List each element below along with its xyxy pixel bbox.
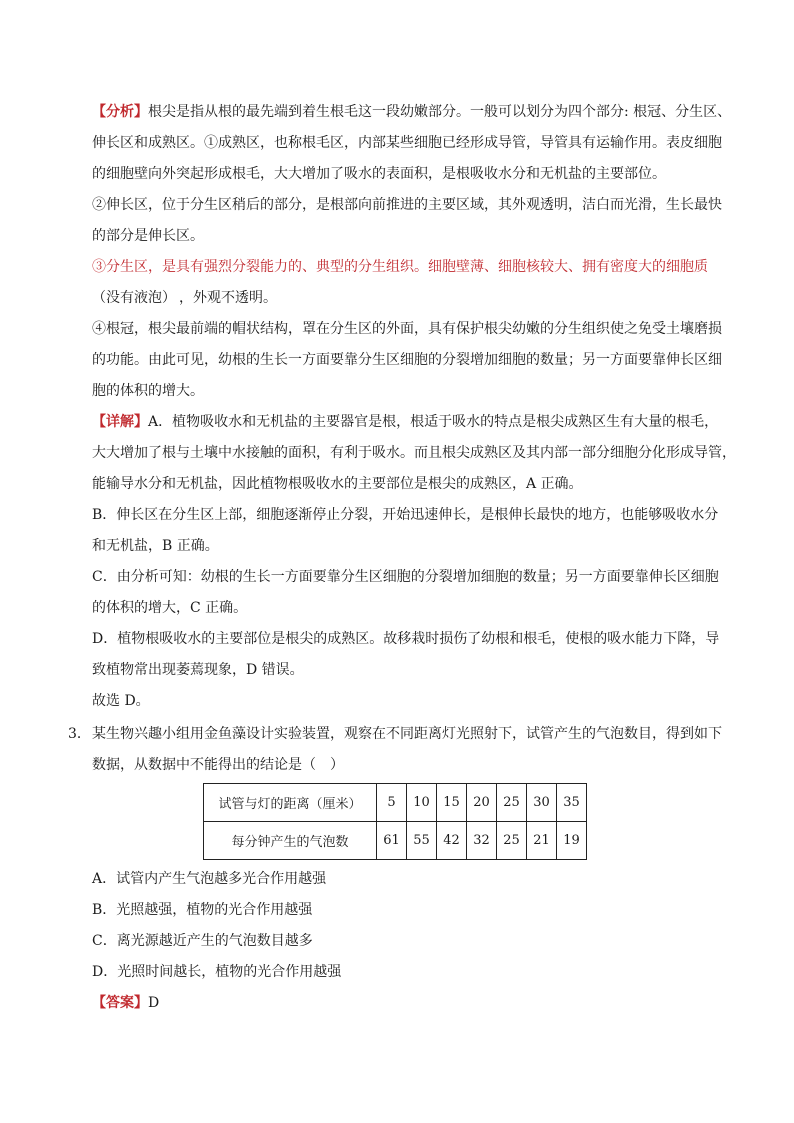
analysis-line-2: 伸长区和成熟区。①成熟区，也称根毛区，内部某些细胞已经形成导管，导管具有运输作用。表皮细胞 bbox=[92, 135, 722, 151]
detail-line-d2: 致植物常出现萎蔫现象，D 错误。 bbox=[92, 662, 304, 678]
analysis-line-5: 的部分是伸长区。 bbox=[92, 228, 204, 244]
answer-value: D bbox=[148, 995, 160, 1011]
detail-line-d1: D．植物根吸收水的主要部位是根尖的成熟区。故移栽时损伤了幼根和根毛，使根的吸水能力下降，导 bbox=[92, 631, 720, 647]
bubble-cell: 32 bbox=[467, 822, 497, 860]
detail-line-c1: C．由分析可知：幼根的生长一方面要靠分生区细胞的分裂增加细胞的数量；另一方面要靠伸长区细胞 bbox=[92, 569, 719, 585]
detail-line-c2: 的体积的增大，C 正确。 bbox=[92, 600, 248, 616]
detail-line-b2: 和无机盐，B 正确。 bbox=[92, 538, 219, 554]
distance-cell: 20 bbox=[467, 784, 497, 822]
bubble-cell: 21 bbox=[527, 822, 557, 860]
answer-tag: 【答案】 bbox=[92, 995, 148, 1011]
detail-line-a1 bbox=[92, 412, 718, 432]
bubble-cell: 19 bbox=[557, 822, 587, 860]
analysis-line-3: 的细胞壁向外突起形成根毛，大大增加了吸水的表面积，是根吸收水分和无机盐的主要部位。 bbox=[92, 166, 666, 182]
analysis-text-1: 根尖是指从根的最先端到着生根毛这一段幼嫩部分。一般可以划分为四个部分: 根冠、分生区、 bbox=[148, 104, 732, 120]
bubble-cell: 61 bbox=[377, 822, 407, 860]
question-number: 3． bbox=[68, 726, 91, 742]
bubble-cell: 42 bbox=[437, 822, 467, 860]
analysis-line-1 bbox=[92, 102, 731, 122]
detail-line-b1: B．伸长区在分生区上部，细胞逐渐停止分裂，开始迅速伸长，是根伸长最快的地方，也能够吸收水分 bbox=[92, 507, 719, 523]
analysis-tag: 【分析】 bbox=[92, 104, 148, 120]
analysis-text-7b: ，外观不透明。 bbox=[179, 290, 277, 306]
analysis-line-9: 的功能。由此可见，幼根的生长一方面要靠分生区细胞的分裂增加细胞的数量；另一方面要靠伸长区细 bbox=[92, 352, 722, 368]
option-c: C．离光源越近产生的气泡数目越多 bbox=[92, 933, 313, 949]
row-label-distance: 试管与灯的距离（厘米） bbox=[204, 784, 377, 822]
detail-tag: 【详解】 bbox=[92, 414, 148, 430]
question-line-2: 数据，从数据中不能得出的结论是（ ） bbox=[92, 757, 344, 773]
bubble-cell: 25 bbox=[497, 822, 527, 860]
answer-line bbox=[92, 993, 159, 1013]
detail-line-a3: 能输导水分和无机盐，因此植物根吸收水的主要部位是根尖的成熟区，A 正确。 bbox=[92, 476, 583, 492]
option-b: B．光照越强，植物的光合作用越强 bbox=[92, 902, 313, 918]
option-d: D．光照时间越长，植物的光合作用越强 bbox=[92, 964, 342, 980]
data-table bbox=[203, 783, 587, 860]
distance-cell: 30 bbox=[527, 784, 557, 822]
analysis-text-7a: （没有液泡） bbox=[92, 290, 169, 306]
analysis-line-8: ④根冠，根尖最前端的帽状结构，罩在分生区的外面，具有保护根尖幼嫩的分生组织使之免受土壤磨损 bbox=[92, 321, 722, 337]
question-line-1: 某生物兴趣小组用金鱼藻设计实验装置，观察在不同距离灯光照射下，试管产生的气泡数目，得到如下 bbox=[92, 726, 722, 742]
analysis-line-10: 胞的体积的增大。 bbox=[92, 383, 204, 399]
distance-cell: 5 bbox=[377, 784, 407, 822]
distance-cell: 25 bbox=[497, 784, 527, 822]
distance-cell: 35 bbox=[557, 784, 587, 822]
analysis-line-4: ②伸长区，位于分生区稍后的部分，是根部向前推进的主要区域，其外观透明，洁白而光滑，生长最快 bbox=[92, 197, 722, 213]
table-row-distance bbox=[204, 784, 587, 822]
bubble-cell: 55 bbox=[407, 822, 437, 860]
row-label-bubbles: 每分钟产生的气泡数 bbox=[204, 822, 377, 860]
distance-cell: 10 bbox=[407, 784, 437, 822]
detail-text-a1: A．植物吸收水和无机盐的主要器官是根，根适于吸水的特点是根尖成熟区生有大量的根毛， bbox=[148, 414, 719, 430]
table-row-bubbles bbox=[204, 822, 587, 860]
analysis-line-7 bbox=[92, 288, 277, 308]
detail-line-a2: 大大增加了根与土壤中水接触的面积，有利于吸水。而且根尖成熟区及其内部一部分细胞分化形成导管， bbox=[92, 445, 736, 461]
analysis-line-6: ③分生区，是具有强烈分裂能力的、典型的分生组织。细胞壁薄、细胞核较大、拥有密度大的细胞质 bbox=[92, 259, 708, 275]
option-a: A．试管内产生气泡越多光合作用越强 bbox=[92, 871, 327, 887]
distance-cell: 15 bbox=[437, 784, 467, 822]
detail-conclusion: 故选 D。 bbox=[92, 693, 150, 709]
